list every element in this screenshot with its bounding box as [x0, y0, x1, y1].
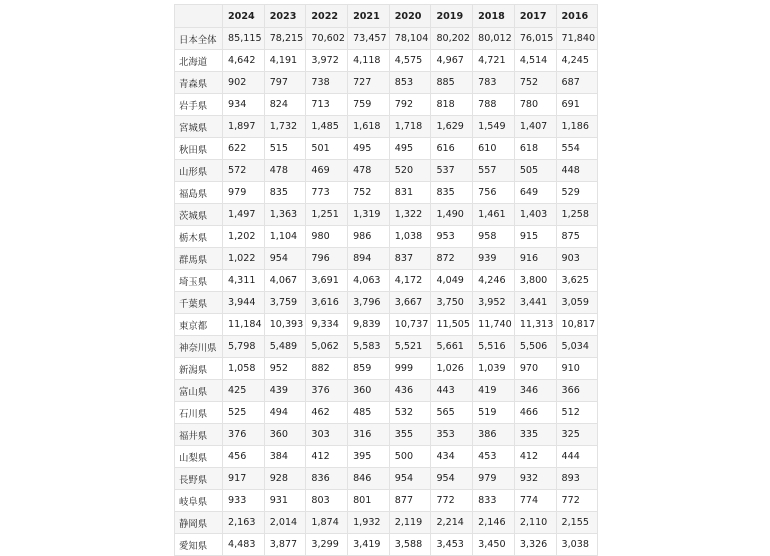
- value-cell: 979: [473, 468, 515, 490]
- value-cell: 986: [348, 226, 390, 248]
- year-header-2021: 2021: [348, 5, 390, 28]
- value-cell: 1,629: [431, 116, 473, 138]
- value-cell: 384: [264, 446, 306, 468]
- value-cell: 5,661: [431, 336, 473, 358]
- value-cell: 443: [431, 380, 473, 402]
- prefecture-name-cell: 日本全体: [175, 28, 223, 50]
- value-cell: 836: [306, 468, 348, 490]
- value-cell: 759: [348, 94, 390, 116]
- value-cell: 2,214: [431, 512, 473, 534]
- value-cell: 917: [223, 468, 265, 490]
- table-row: [175, 226, 598, 248]
- value-cell: 910: [556, 358, 598, 380]
- value-cell: 1,461: [473, 204, 515, 226]
- prefecture-name-cell: 愛知県: [175, 534, 223, 556]
- value-cell: 466: [514, 402, 556, 424]
- prefecture-name-cell: 東京都: [175, 314, 223, 336]
- value-cell: 3,877: [264, 534, 306, 556]
- prefecture-name-cell: 石川県: [175, 402, 223, 424]
- value-cell: 453: [473, 446, 515, 468]
- value-cell: 5,034: [556, 336, 598, 358]
- prefecture-name-cell: 静岡県: [175, 512, 223, 534]
- value-cell: 1,322: [389, 204, 431, 226]
- value-cell: 444: [556, 446, 598, 468]
- value-cell: 958: [473, 226, 515, 248]
- value-cell: 3,800: [514, 270, 556, 292]
- value-cell: 5,489: [264, 336, 306, 358]
- value-cell: 3,450: [473, 534, 515, 556]
- corner-cell: [175, 5, 223, 28]
- value-cell: 792: [389, 94, 431, 116]
- value-cell: 3,038: [556, 534, 598, 556]
- value-cell: 80,202: [431, 28, 473, 50]
- prefecture-name-cell: 宮城県: [175, 116, 223, 138]
- value-cell: 877: [389, 490, 431, 512]
- value-cell: 4,246: [473, 270, 515, 292]
- value-cell: 1,407: [514, 116, 556, 138]
- value-cell: 448: [556, 160, 598, 182]
- table-row: [175, 248, 598, 270]
- value-cell: 537: [431, 160, 473, 182]
- value-cell: 436: [389, 380, 431, 402]
- value-cell: 1,403: [514, 204, 556, 226]
- value-cell: 1,319: [348, 204, 390, 226]
- value-cell: 4,967: [431, 50, 473, 72]
- value-cell: 932: [514, 468, 556, 490]
- value-cell: 495: [348, 138, 390, 160]
- value-cell: 3,625: [556, 270, 598, 292]
- table-row: [175, 534, 598, 556]
- value-cell: 4,067: [264, 270, 306, 292]
- value-cell: 412: [306, 446, 348, 468]
- prefecture-name-cell: 北海道: [175, 50, 223, 72]
- value-cell: 618: [514, 138, 556, 160]
- value-cell: 439: [264, 380, 306, 402]
- value-cell: 622: [223, 138, 265, 160]
- value-cell: 610: [473, 138, 515, 160]
- value-cell: 505: [514, 160, 556, 182]
- value-cell: 376: [306, 380, 348, 402]
- table-row: [175, 490, 598, 512]
- value-cell: 10,817: [556, 314, 598, 336]
- value-cell: 5,516: [473, 336, 515, 358]
- value-cell: 691: [556, 94, 598, 116]
- table-row: [175, 358, 598, 380]
- value-cell: 894: [348, 248, 390, 270]
- value-cell: 1,497: [223, 204, 265, 226]
- value-cell: 1,874: [306, 512, 348, 534]
- value-cell: 4,311: [223, 270, 265, 292]
- value-cell: 4,575: [389, 50, 431, 72]
- value-cell: 412: [514, 446, 556, 468]
- value-cell: 3,453: [431, 534, 473, 556]
- value-cell: 835: [431, 182, 473, 204]
- value-cell: 1,897: [223, 116, 265, 138]
- value-cell: 803: [306, 490, 348, 512]
- value-cell: 833: [473, 490, 515, 512]
- year-header-2024: 2024: [223, 5, 265, 28]
- value-cell: 773: [306, 182, 348, 204]
- value-cell: 419: [473, 380, 515, 402]
- value-cell: 875: [556, 226, 598, 248]
- value-cell: 797: [264, 72, 306, 94]
- prefecture-name-cell: 青森県: [175, 72, 223, 94]
- year-header-2016: 2016: [556, 5, 598, 28]
- value-cell: 1,202: [223, 226, 265, 248]
- value-cell: 939: [473, 248, 515, 270]
- value-cell: 934: [223, 94, 265, 116]
- value-cell: 360: [348, 380, 390, 402]
- prefecture-name-cell: 栃木県: [175, 226, 223, 248]
- prefecture-name-cell: 群馬県: [175, 248, 223, 270]
- table-row: [175, 270, 598, 292]
- value-cell: 882: [306, 358, 348, 380]
- value-cell: 1,258: [556, 204, 598, 226]
- table-row: [175, 314, 598, 336]
- value-cell: 1,039: [473, 358, 515, 380]
- year-header-2018: 2018: [473, 5, 515, 28]
- value-cell: 893: [556, 468, 598, 490]
- value-cell: 783: [473, 72, 515, 94]
- table-header: [175, 5, 598, 28]
- value-cell: 1,485: [306, 116, 348, 138]
- value-cell: 515: [264, 138, 306, 160]
- value-cell: 11,505: [431, 314, 473, 336]
- data-table-container: [174, 4, 598, 556]
- table-row: [175, 292, 598, 314]
- table-row: [175, 402, 598, 424]
- value-cell: 519: [473, 402, 515, 424]
- value-cell: 1,186: [556, 116, 598, 138]
- value-cell: 3,952: [473, 292, 515, 314]
- value-cell: 4,063: [348, 270, 390, 292]
- value-cell: 557: [473, 160, 515, 182]
- value-cell: 1,022: [223, 248, 265, 270]
- year-header-2023: 2023: [264, 5, 306, 28]
- value-cell: 796: [306, 248, 348, 270]
- value-cell: 3,588: [389, 534, 431, 556]
- value-cell: 4,721: [473, 50, 515, 72]
- value-cell: 970: [514, 358, 556, 380]
- value-cell: 2,110: [514, 512, 556, 534]
- value-cell: 752: [348, 182, 390, 204]
- value-cell: 954: [431, 468, 473, 490]
- value-cell: 485: [348, 402, 390, 424]
- value-cell: 3,796: [348, 292, 390, 314]
- value-cell: 520: [389, 160, 431, 182]
- value-cell: 316: [348, 424, 390, 446]
- value-cell: 9,839: [348, 314, 390, 336]
- value-cell: 931: [264, 490, 306, 512]
- value-cell: 9,334: [306, 314, 348, 336]
- value-cell: 831: [389, 182, 431, 204]
- value-cell: 999: [389, 358, 431, 380]
- prefecture-name-cell: 富山県: [175, 380, 223, 402]
- value-cell: 78,104: [389, 28, 431, 50]
- value-cell: 5,062: [306, 336, 348, 358]
- value-cell: 346: [514, 380, 556, 402]
- value-cell: 954: [264, 248, 306, 270]
- table-row: [175, 446, 598, 468]
- table-row: [175, 380, 598, 402]
- value-cell: 1,251: [306, 204, 348, 226]
- value-cell: 2,155: [556, 512, 598, 534]
- prefecture-name-cell: 長野県: [175, 468, 223, 490]
- value-cell: 1,932: [348, 512, 390, 534]
- value-cell: 11,184: [223, 314, 265, 336]
- value-cell: 532: [389, 402, 431, 424]
- value-cell: 3,972: [306, 50, 348, 72]
- value-cell: 5,506: [514, 336, 556, 358]
- value-cell: 5,521: [389, 336, 431, 358]
- value-cell: 335: [514, 424, 556, 446]
- value-cell: 355: [389, 424, 431, 446]
- value-cell: 801: [348, 490, 390, 512]
- value-cell: 495: [389, 138, 431, 160]
- value-cell: 469: [306, 160, 348, 182]
- value-cell: 774: [514, 490, 556, 512]
- value-cell: 4,642: [223, 50, 265, 72]
- table-row: [175, 160, 598, 182]
- table-row: [175, 512, 598, 534]
- value-cell: 10,737: [389, 314, 431, 336]
- value-cell: 478: [264, 160, 306, 182]
- value-cell: 1,058: [223, 358, 265, 380]
- value-cell: 752: [514, 72, 556, 94]
- value-cell: 2,146: [473, 512, 515, 534]
- value-cell: 76,015: [514, 28, 556, 50]
- table-row: [175, 336, 598, 358]
- table-row: [175, 116, 598, 138]
- year-header-2017: 2017: [514, 5, 556, 28]
- value-cell: 4,245: [556, 50, 598, 72]
- prefecture-name-cell: 千葉県: [175, 292, 223, 314]
- header-row: [175, 5, 598, 28]
- value-cell: 780: [514, 94, 556, 116]
- value-cell: 425: [223, 380, 265, 402]
- value-cell: 500: [389, 446, 431, 468]
- year-header-2022: 2022: [306, 5, 348, 28]
- prefecture-name-cell: 福井県: [175, 424, 223, 446]
- value-cell: 3,750: [431, 292, 473, 314]
- year-header-2020: 2020: [389, 5, 431, 28]
- prefecture-year-table: [174, 4, 598, 556]
- value-cell: 456: [223, 446, 265, 468]
- value-cell: 434: [431, 446, 473, 468]
- value-cell: 872: [431, 248, 473, 270]
- value-cell: 85,115: [223, 28, 265, 50]
- prefecture-name-cell: 埼玉県: [175, 270, 223, 292]
- value-cell: 4,514: [514, 50, 556, 72]
- value-cell: 512: [556, 402, 598, 424]
- value-cell: 4,483: [223, 534, 265, 556]
- table-row: [175, 204, 598, 226]
- value-cell: 386: [473, 424, 515, 446]
- value-cell: 3,667: [389, 292, 431, 314]
- value-cell: 3,944: [223, 292, 265, 314]
- value-cell: 818: [431, 94, 473, 116]
- value-cell: 501: [306, 138, 348, 160]
- prefecture-name-cell: 岐阜県: [175, 490, 223, 512]
- prefecture-name-cell: 秋田県: [175, 138, 223, 160]
- value-cell: 478: [348, 160, 390, 182]
- value-cell: 525: [223, 402, 265, 424]
- value-cell: 772: [556, 490, 598, 512]
- value-cell: 727: [348, 72, 390, 94]
- value-cell: 837: [389, 248, 431, 270]
- prefecture-name-cell: 新潟県: [175, 358, 223, 380]
- value-cell: 916: [514, 248, 556, 270]
- table-row: [175, 182, 598, 204]
- table-row: [175, 468, 598, 490]
- value-cell: 1,104: [264, 226, 306, 248]
- value-cell: 933: [223, 490, 265, 512]
- value-cell: 11,740: [473, 314, 515, 336]
- value-cell: 3,299: [306, 534, 348, 556]
- table-row: [175, 94, 598, 116]
- value-cell: 70,602: [306, 28, 348, 50]
- value-cell: 3,616: [306, 292, 348, 314]
- value-cell: 649: [514, 182, 556, 204]
- value-cell: 572: [223, 160, 265, 182]
- value-cell: 73,457: [348, 28, 390, 50]
- table-row: [175, 138, 598, 160]
- value-cell: 376: [223, 424, 265, 446]
- value-cell: 772: [431, 490, 473, 512]
- value-cell: 1,718: [389, 116, 431, 138]
- value-cell: 5,798: [223, 336, 265, 358]
- value-cell: 11,313: [514, 314, 556, 336]
- value-cell: 366: [556, 380, 598, 402]
- value-cell: 80,012: [473, 28, 515, 50]
- value-cell: 4,172: [389, 270, 431, 292]
- value-cell: 859: [348, 358, 390, 380]
- value-cell: 713: [306, 94, 348, 116]
- value-cell: 2,163: [223, 512, 265, 534]
- value-cell: 2,119: [389, 512, 431, 534]
- value-cell: 738: [306, 72, 348, 94]
- value-cell: 3,419: [348, 534, 390, 556]
- value-cell: 953: [431, 226, 473, 248]
- value-cell: 756: [473, 182, 515, 204]
- table-row: [175, 72, 598, 94]
- prefecture-name-cell: 山形県: [175, 160, 223, 182]
- value-cell: 5,583: [348, 336, 390, 358]
- value-cell: 687: [556, 72, 598, 94]
- value-cell: 846: [348, 468, 390, 490]
- value-cell: 565: [431, 402, 473, 424]
- value-cell: 1,038: [389, 226, 431, 248]
- year-header-2019: 2019: [431, 5, 473, 28]
- prefecture-name-cell: 茨城県: [175, 204, 223, 226]
- value-cell: 1,026: [431, 358, 473, 380]
- value-cell: 616: [431, 138, 473, 160]
- value-cell: 2,014: [264, 512, 306, 534]
- value-cell: 3,059: [556, 292, 598, 314]
- value-cell: 3,441: [514, 292, 556, 314]
- prefecture-name-cell: 岩手県: [175, 94, 223, 116]
- value-cell: 915: [514, 226, 556, 248]
- value-cell: 3,759: [264, 292, 306, 314]
- value-cell: 3,326: [514, 534, 556, 556]
- value-cell: 3,691: [306, 270, 348, 292]
- value-cell: 395: [348, 446, 390, 468]
- table-row: [175, 424, 598, 446]
- value-cell: 903: [556, 248, 598, 270]
- value-cell: 1,732: [264, 116, 306, 138]
- value-cell: 885: [431, 72, 473, 94]
- value-cell: 303: [306, 424, 348, 446]
- prefecture-name-cell: 福島県: [175, 182, 223, 204]
- value-cell: 4,191: [264, 50, 306, 72]
- value-cell: 1,363: [264, 204, 306, 226]
- value-cell: 353: [431, 424, 473, 446]
- prefecture-name-cell: 山梨県: [175, 446, 223, 468]
- value-cell: 4,049: [431, 270, 473, 292]
- table-row: [175, 50, 598, 72]
- value-cell: 979: [223, 182, 265, 204]
- value-cell: 462: [306, 402, 348, 424]
- value-cell: 1,549: [473, 116, 515, 138]
- value-cell: 835: [264, 182, 306, 204]
- prefecture-name-cell: 神奈川県: [175, 336, 223, 358]
- value-cell: 494: [264, 402, 306, 424]
- value-cell: 325: [556, 424, 598, 446]
- value-cell: 928: [264, 468, 306, 490]
- value-cell: 554: [556, 138, 598, 160]
- value-cell: 952: [264, 358, 306, 380]
- value-cell: 853: [389, 72, 431, 94]
- value-cell: 902: [223, 72, 265, 94]
- table-row: [175, 28, 598, 50]
- value-cell: 1,490: [431, 204, 473, 226]
- value-cell: 980: [306, 226, 348, 248]
- table-body: [175, 28, 598, 556]
- value-cell: 788: [473, 94, 515, 116]
- value-cell: 10,393: [264, 314, 306, 336]
- value-cell: 824: [264, 94, 306, 116]
- value-cell: 78,215: [264, 28, 306, 50]
- value-cell: 529: [556, 182, 598, 204]
- value-cell: 71,840: [556, 28, 598, 50]
- value-cell: 954: [389, 468, 431, 490]
- value-cell: 1,618: [348, 116, 390, 138]
- value-cell: 360: [264, 424, 306, 446]
- value-cell: 4,118: [348, 50, 390, 72]
